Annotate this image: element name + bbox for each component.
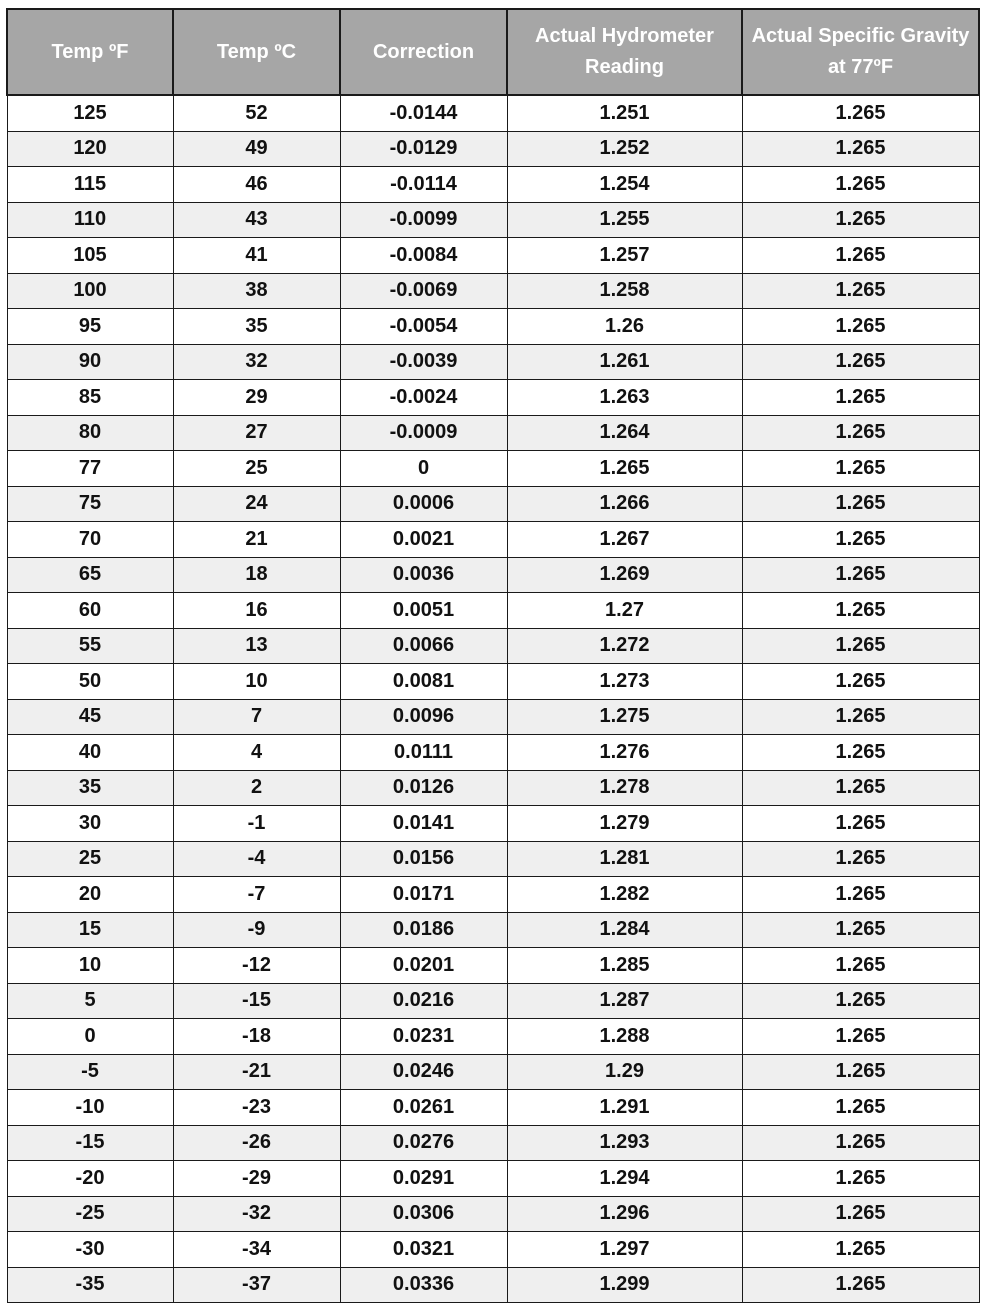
hydrometer-reading-cell: 1.255	[507, 202, 742, 238]
hydrometer-reading-cell: 1.265	[507, 451, 742, 487]
correction-cell: -0.0039	[340, 344, 507, 380]
temp-f-cell: -25	[7, 1196, 173, 1232]
temp-c-cell: -18	[173, 1019, 340, 1055]
table-row	[7, 1267, 979, 1303]
temp-c-cell: -21	[173, 1054, 340, 1090]
table-row	[7, 983, 979, 1019]
temp-f-cell: 125	[7, 95, 173, 131]
specific-gravity-cell: 1.265	[742, 273, 979, 309]
temp-c-cell: 21	[173, 522, 340, 558]
specific-gravity-cell: 1.265	[742, 522, 979, 558]
specific-gravity-cell: 1.265	[742, 95, 979, 131]
table-row	[7, 1125, 979, 1161]
table-row	[7, 380, 979, 416]
correction-cell: 0.0186	[340, 912, 507, 948]
correction-cell: 0.0261	[340, 1090, 507, 1126]
hydrometer-reading-cell: 1.252	[507, 131, 742, 167]
correction-cell: 0	[340, 451, 507, 487]
correction-cell: 0.0246	[340, 1054, 507, 1090]
temp-f-cell: 80	[7, 415, 173, 451]
temp-c-cell: -29	[173, 1161, 340, 1197]
temp-f-cell: -30	[7, 1232, 173, 1268]
correction-cell: 0.0051	[340, 593, 507, 629]
correction-cell: 0.0216	[340, 983, 507, 1019]
correction-cell: -0.0084	[340, 238, 507, 274]
table-row	[7, 557, 979, 593]
temp-c-cell: -4	[173, 841, 340, 877]
hydrometer-reading-cell: 1.294	[507, 1161, 742, 1197]
specific-gravity-cell: 1.265	[742, 877, 979, 913]
hydrometer-reading-cell: 1.254	[507, 167, 742, 203]
specific-gravity-cell: 1.265	[742, 628, 979, 664]
temp-f-cell: 105	[7, 238, 173, 274]
correction-cell: -0.0069	[340, 273, 507, 309]
hydrometer-reading-cell: 1.296	[507, 1196, 742, 1232]
table-row	[7, 1090, 979, 1126]
specific-gravity-cell: 1.265	[742, 1090, 979, 1126]
temp-f-cell: 10	[7, 948, 173, 984]
correction-cell: 0.0021	[340, 522, 507, 558]
specific-gravity-cell: 1.265	[742, 841, 979, 877]
correction-cell: 0.0036	[340, 557, 507, 593]
hydrometer-reading-cell: 1.278	[507, 770, 742, 806]
temp-c-cell: 35	[173, 309, 340, 345]
correction-table-container	[6, 8, 978, 1303]
correction-cell: 0.0066	[340, 628, 507, 664]
temp-f-cell: 0	[7, 1019, 173, 1055]
specific-gravity-cell: 1.265	[742, 699, 979, 735]
hydrometer-reading-cell: 1.285	[507, 948, 742, 984]
temp-c-cell: 46	[173, 167, 340, 203]
table-row	[7, 167, 979, 203]
hydrometer-reading-cell: 1.281	[507, 841, 742, 877]
temp-c-cell: 25	[173, 451, 340, 487]
temp-f-cell: 5	[7, 983, 173, 1019]
temp-c-cell: 32	[173, 344, 340, 380]
temp-f-cell: 85	[7, 380, 173, 416]
temp-f-cell: 70	[7, 522, 173, 558]
table-row	[7, 1161, 979, 1197]
correction-cell: 0.0336	[340, 1267, 507, 1303]
correction-cell: -0.0144	[340, 95, 507, 131]
specific-gravity-cell: 1.265	[742, 912, 979, 948]
temp-c-cell: 10	[173, 664, 340, 700]
correction-cell: 0.0006	[340, 486, 507, 522]
hydrometer-reading-cell: 1.267	[507, 522, 742, 558]
hydrometer-reading-cell: 1.269	[507, 557, 742, 593]
specific-gravity-cell: 1.265	[742, 770, 979, 806]
temp-c-cell: 29	[173, 380, 340, 416]
specific-gravity-cell: 1.265	[742, 451, 979, 487]
specific-gravity-cell: 1.265	[742, 131, 979, 167]
table-row	[7, 344, 979, 380]
temp-c-cell: -26	[173, 1125, 340, 1161]
hydrometer-reading-cell: 1.261	[507, 344, 742, 380]
temp-c-cell: -1	[173, 806, 340, 842]
correction-cell: -0.0129	[340, 131, 507, 167]
correction-cell: 0.0081	[340, 664, 507, 700]
hydrometer-reading-cell: 1.273	[507, 664, 742, 700]
correction-cell: 0.0276	[340, 1125, 507, 1161]
correction-cell: 0.0141	[340, 806, 507, 842]
table-row	[7, 841, 979, 877]
correction-cell: -0.0114	[340, 167, 507, 203]
table-row	[7, 1196, 979, 1232]
temp-c-cell: -23	[173, 1090, 340, 1126]
correction-cell: 0.0291	[340, 1161, 507, 1197]
specific-gravity-cell: 1.265	[742, 415, 979, 451]
hydrometer-reading-cell: 1.275	[507, 699, 742, 735]
specific-gravity-cell: 1.265	[742, 380, 979, 416]
hydrometer-reading-cell: 1.293	[507, 1125, 742, 1161]
table-row	[7, 238, 979, 274]
correction-cell: -0.0099	[340, 202, 507, 238]
specific-gravity-cell: 1.265	[742, 238, 979, 274]
temp-c-cell: 4	[173, 735, 340, 771]
table-row	[7, 95, 979, 131]
table-row	[7, 131, 979, 167]
correction-cell: -0.0054	[340, 309, 507, 345]
specific-gravity-cell: 1.265	[742, 486, 979, 522]
table-row	[7, 1232, 979, 1268]
specific-gravity-cell: 1.265	[742, 1267, 979, 1303]
correction-cell: 0.0201	[340, 948, 507, 984]
temp-c-cell: 13	[173, 628, 340, 664]
specific-gravity-cell: 1.265	[742, 1125, 979, 1161]
temp-f-cell: 77	[7, 451, 173, 487]
table-row	[7, 699, 979, 735]
temp-f-cell: 55	[7, 628, 173, 664]
temp-f-cell: 110	[7, 202, 173, 238]
correction-cell: -0.0009	[340, 415, 507, 451]
table-row	[7, 1054, 979, 1090]
table-row	[7, 273, 979, 309]
temp-c-cell: 43	[173, 202, 340, 238]
table-row	[7, 202, 979, 238]
header-temp-f: Temp ºF	[7, 9, 173, 95]
temp-f-cell: 120	[7, 131, 173, 167]
temp-f-cell: -10	[7, 1090, 173, 1126]
temp-f-cell: 65	[7, 557, 173, 593]
temp-f-cell: 30	[7, 806, 173, 842]
specific-gravity-cell: 1.265	[742, 1161, 979, 1197]
temp-c-cell: 41	[173, 238, 340, 274]
temp-f-cell: 25	[7, 841, 173, 877]
hydrometer-reading-cell: 1.279	[507, 806, 742, 842]
temperature-correction-table	[6, 8, 980, 1303]
specific-gravity-cell: 1.265	[742, 309, 979, 345]
correction-cell: 0.0096	[340, 699, 507, 735]
temp-f-cell: 115	[7, 167, 173, 203]
hydrometer-reading-cell: 1.29	[507, 1054, 742, 1090]
table-row	[7, 948, 979, 984]
hydrometer-reading-cell: 1.288	[507, 1019, 742, 1055]
correction-cell: 0.0306	[340, 1196, 507, 1232]
hydrometer-reading-cell: 1.27	[507, 593, 742, 629]
hydrometer-reading-cell: 1.272	[507, 628, 742, 664]
hydrometer-reading-cell: 1.264	[507, 415, 742, 451]
header-correction: Correction	[340, 9, 507, 95]
table-row	[7, 628, 979, 664]
specific-gravity-cell: 1.265	[742, 593, 979, 629]
temp-f-cell: 40	[7, 735, 173, 771]
correction-cell: -0.0024	[340, 380, 507, 416]
specific-gravity-cell: 1.265	[742, 1019, 979, 1055]
specific-gravity-cell: 1.265	[742, 557, 979, 593]
specific-gravity-cell: 1.265	[742, 202, 979, 238]
temp-c-cell: 49	[173, 131, 340, 167]
hydrometer-reading-cell: 1.282	[507, 877, 742, 913]
table-row	[7, 415, 979, 451]
specific-gravity-cell: 1.265	[742, 1054, 979, 1090]
table-row	[7, 309, 979, 345]
temp-f-cell: -20	[7, 1161, 173, 1197]
hydrometer-reading-cell: 1.26	[507, 309, 742, 345]
header-temp-c: Temp ºC	[173, 9, 340, 95]
table-body	[7, 95, 979, 1303]
temp-c-cell: -32	[173, 1196, 340, 1232]
temp-f-cell: 100	[7, 273, 173, 309]
temp-f-cell: 20	[7, 877, 173, 913]
correction-cell: 0.0231	[340, 1019, 507, 1055]
table-row	[7, 735, 979, 771]
temp-c-cell: -9	[173, 912, 340, 948]
hydrometer-reading-cell: 1.263	[507, 380, 742, 416]
table-row	[7, 806, 979, 842]
table-row	[7, 593, 979, 629]
table-row	[7, 912, 979, 948]
temp-f-cell: -35	[7, 1267, 173, 1303]
specific-gravity-cell: 1.265	[742, 983, 979, 1019]
temp-c-cell: 18	[173, 557, 340, 593]
hydrometer-reading-cell: 1.291	[507, 1090, 742, 1126]
table-row	[7, 664, 979, 700]
temp-f-cell: 90	[7, 344, 173, 380]
hydrometer-reading-cell: 1.297	[507, 1232, 742, 1268]
temp-f-cell: 35	[7, 770, 173, 806]
table-row	[7, 522, 979, 558]
temp-c-cell: 38	[173, 273, 340, 309]
hydrometer-reading-cell: 1.266	[507, 486, 742, 522]
table-header	[7, 9, 979, 95]
temp-c-cell: -12	[173, 948, 340, 984]
temp-f-cell: 95	[7, 309, 173, 345]
specific-gravity-cell: 1.265	[742, 806, 979, 842]
correction-cell: 0.0111	[340, 735, 507, 771]
temp-c-cell: 52	[173, 95, 340, 131]
specific-gravity-cell: 1.265	[742, 664, 979, 700]
temp-f-cell: 60	[7, 593, 173, 629]
specific-gravity-cell: 1.265	[742, 167, 979, 203]
table-row	[7, 877, 979, 913]
hydrometer-reading-cell: 1.299	[507, 1267, 742, 1303]
specific-gravity-cell: 1.265	[742, 735, 979, 771]
temp-c-cell: -7	[173, 877, 340, 913]
temp-f-cell: -5	[7, 1054, 173, 1090]
table-row	[7, 1019, 979, 1055]
specific-gravity-cell: 1.265	[742, 344, 979, 380]
specific-gravity-cell: 1.265	[742, 948, 979, 984]
correction-cell: 0.0126	[340, 770, 507, 806]
hydrometer-reading-cell: 1.251	[507, 95, 742, 131]
correction-cell: 0.0156	[340, 841, 507, 877]
temp-f-cell: 75	[7, 486, 173, 522]
correction-cell: 0.0171	[340, 877, 507, 913]
temp-c-cell: -37	[173, 1267, 340, 1303]
temp-c-cell: 2	[173, 770, 340, 806]
specific-gravity-cell: 1.265	[742, 1196, 979, 1232]
temp-c-cell: 27	[173, 415, 340, 451]
temp-f-cell: -15	[7, 1125, 173, 1161]
correction-cell: 0.0321	[340, 1232, 507, 1268]
specific-gravity-cell: 1.265	[742, 1232, 979, 1268]
temp-c-cell: 7	[173, 699, 340, 735]
temp-c-cell: -34	[173, 1232, 340, 1268]
temp-f-cell: 45	[7, 699, 173, 735]
hydrometer-reading-cell: 1.257	[507, 238, 742, 274]
temp-c-cell: 24	[173, 486, 340, 522]
hydrometer-reading-cell: 1.276	[507, 735, 742, 771]
hydrometer-reading-cell: 1.284	[507, 912, 742, 948]
temp-c-cell: -15	[173, 983, 340, 1019]
temp-f-cell: 15	[7, 912, 173, 948]
table-row	[7, 451, 979, 487]
table-row	[7, 770, 979, 806]
temp-c-cell: 16	[173, 593, 340, 629]
header-row	[7, 9, 979, 95]
temp-f-cell: 50	[7, 664, 173, 700]
header-actual-specific-gravity: Actual Specific Gravity at 77ºF	[742, 9, 979, 95]
hydrometer-reading-cell: 1.258	[507, 273, 742, 309]
hydrometer-reading-cell: 1.287	[507, 983, 742, 1019]
table-row	[7, 486, 979, 522]
header-actual-hydrometer-reading: Actual Hydrometer Reading	[507, 9, 742, 95]
